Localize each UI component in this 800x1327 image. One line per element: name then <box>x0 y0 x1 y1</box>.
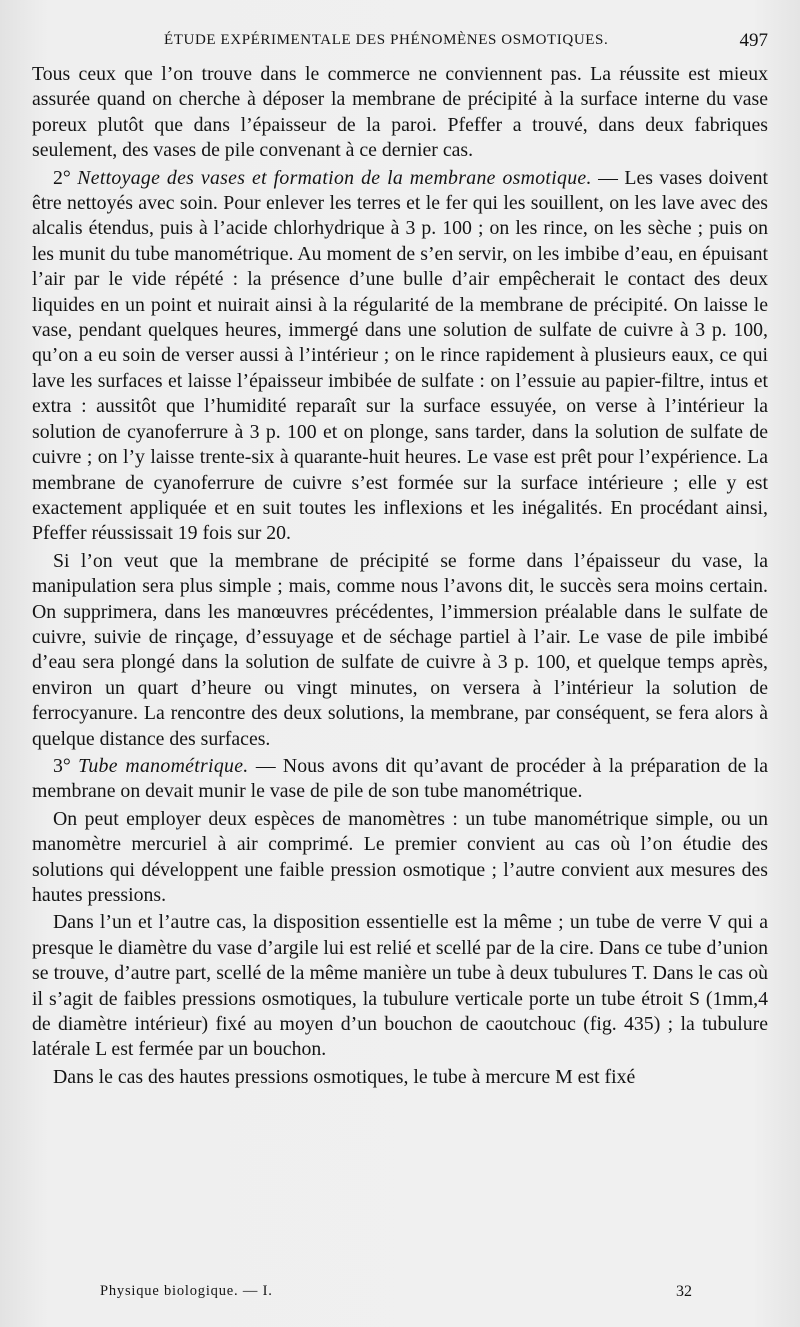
paragraph: On peut employer deux espèces de manomètres : un tube manométrique simple, ou un manomètre mercuriel à air comprimé. Le premier convient au cas où l’on étudie des solutions qui développent une faible pression osmotique ; l’autre convient aux mesures des hautes pressions. <box>32 807 768 906</box>
paragraph-text: — Nous avons dit qu’avant de procéder à la préparation de la membrane on devait munir le vase de pile de son tube manométrique. <box>32 754 768 803</box>
paragraph <box>32 754 768 805</box>
paragraph: Dans l’un et l’autre cas, la disposition essentielle est la même ; un tube de verre V qui a presque le diamètre du vase d’argile lui est relié et scellé par de la cire. Dans ce tube d’union se trouve, d’autre part, scellé de la même manière un tube à deux tubulures T. Dans le cas où il s’agit de faibles pressions osmotiques, la tubulure verticale porte un tube étroit S (1mm,4 de diamètre intérieur) fixé au moyen d’un bouchon de caoutchouc (fig. 435) ; la tubulure latérale L est fermée par un bouchon. <box>32 911 768 1061</box>
paragraph: Tous ceux que l’on trouve dans le commerce ne conviennent pas. La réussite est mieux assurée quand on cherche à déposer la membrane de précipité à la surface interne du vase poreux plutôt que dans l’épaisseur de la paroi. Pfeffer a trouvé, dans deux fabriques seulement, des vases de pile convenant à ce dernier cas. <box>32 63 768 162</box>
paragraph: Dans le cas des hautes pressions osmotiques, le tube à mercure M est fixé <box>53 1065 636 1088</box>
body-text <box>32 62 768 1090</box>
paragraph: Si l’on veut que la membrane de précipité se forme dans l’épaisseur du vase, la manipulation sera plus simple ; mais, comme nous l’avons dit, le succès sera moins certain. On supprimera, dans les manœuvres précédentes, l’immersion préalable dans le sulfate de cuivre, suivie de rinçage, d’essuyage et de séchage partiel à l’air. Le vase de pile imbibé d’eau sera plongé dans la solution de sulfate de cuivre à 3 p. 100, et quelque temps après, environ un quart d’heure ou vingt minutes, on versera à l’intérieur la solution de ferrocyanure. La rencontre des deux solutions, la membrane, par conséquent, se fera alors à quelque distance des surfaces. <box>32 549 768 750</box>
paragraph <box>32 166 768 547</box>
page-number: 497 <box>739 30 768 51</box>
page-footer <box>100 1283 692 1307</box>
series-title: Physique biologique. — I. <box>100 1283 273 1299</box>
section-heading: Nettoyage des vases et formation de la membrane osmotique. <box>77 166 592 189</box>
section-number: 2° <box>53 166 71 189</box>
section-number: 3° <box>53 754 71 777</box>
running-head-title: ÉTUDE EXPÉRIMENTALE DES PHÉNOMÈNES OSMOTIQUES. <box>164 32 609 48</box>
section-heading: Tube manométrique. <box>78 754 249 777</box>
running-head <box>32 30 768 56</box>
signature-mark: 32 <box>676 1283 692 1300</box>
paragraph-text: — Les vases doivent être nettoyés avec soin. Pour enlever les terres et le fer qui les souillent, on les lave avec des alcalis étendus, puis à l’acide chlorhydrique à 3 p. 100 ; on les rince, on les sèche ; puis on les munit du tube manométrique. Au moment de s’en servir, on les imbibe d’eau, en épuisant l’air par le vide répété : la présence d’une bulle d’air empêcherait le contact des deux liquides en un point et nuirait ainsi à la régularité de la membrane de précipité. On laisse le vase, pendant quelques heures, immergé dans une solution de sulfate de cuivre à 3 p. 100, qu’on a eu soin de verser aussi à l’intérieur ; on le rince rapidement à plusieurs eaux, ce qui lave les surfaces et laisse l’épaisseur imbibée de sulfate : on l’essuie au papier-filtre, intus et extra : aussitôt que l’humidité reparaît sur la surface essuyée, on verse à l’intérieur la solution de cyanoferrure à 3 p. 100 et on plonge, sans tarder, dans la solution de sulfate de cuivre ; on l’y laisse trente-six à quarante-huit heures. Le vase est prêt pour l’expérience. La membrane de cyanoferrure de cuivre s’est formée sur la surface intérieure ; elle y est exactement appliquée et en suit toutes les inflexions et les inégalités. En procédant ainsi, Pfeffer réussissait 19 fois sur 20. <box>32 166 769 545</box>
